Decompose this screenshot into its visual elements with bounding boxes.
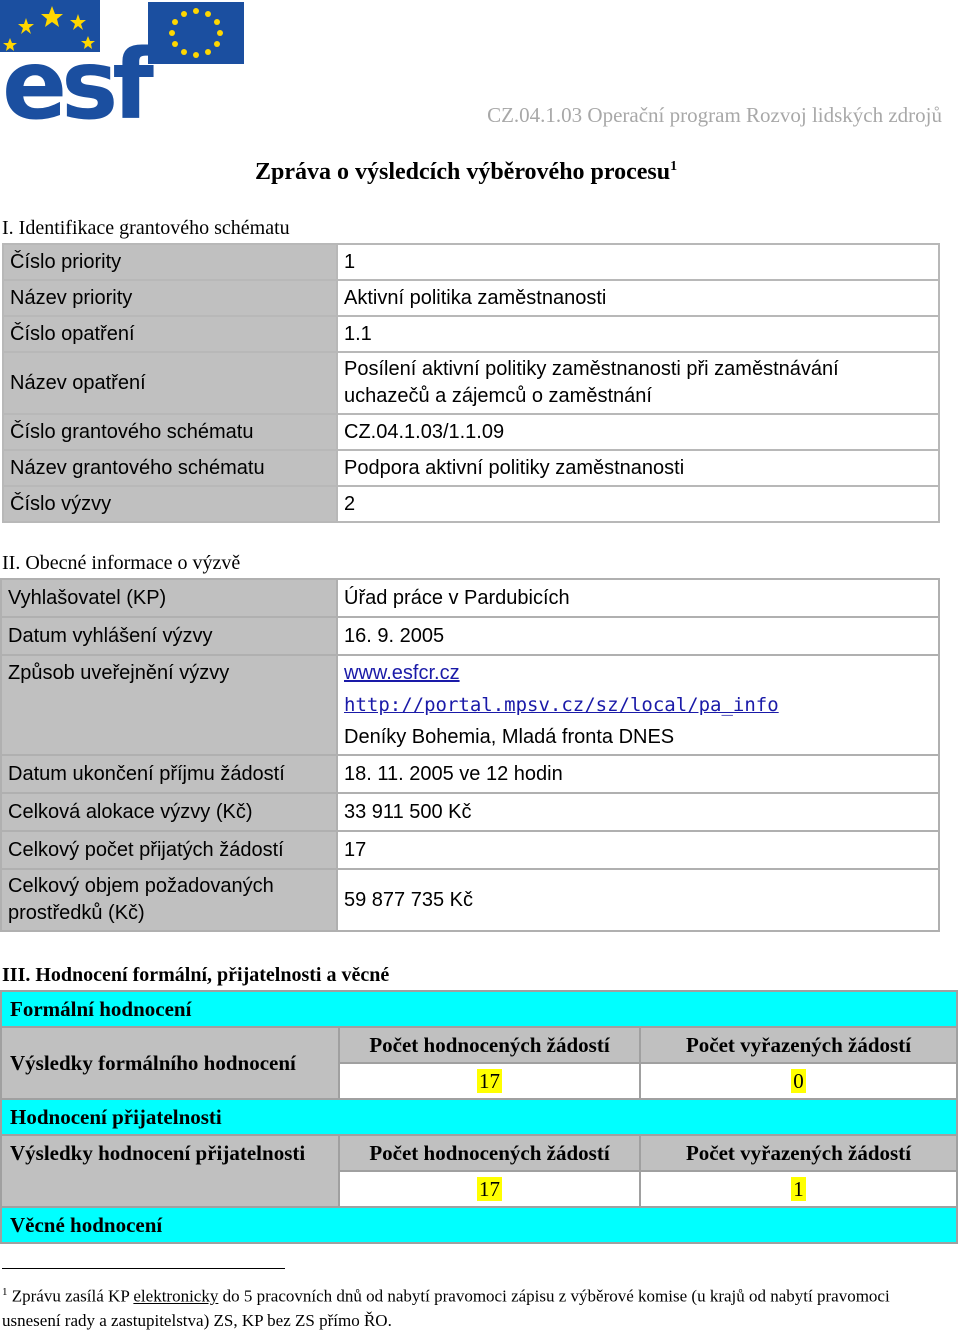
- table-row: [1, 617, 939, 655]
- allocation-label: Celková alokace výzvy (Kč): [1, 793, 337, 831]
- acceptability-rejected-cell: [640, 1171, 957, 1207]
- priority-number-value: 1: [337, 244, 939, 280]
- formal-rejected-value: 0: [793, 1068, 804, 1093]
- table-row: [3, 316, 939, 352]
- table-row: [1, 1099, 957, 1135]
- allocation-value: 33 911 500 Kč: [337, 793, 939, 831]
- call-number-value: 2: [337, 486, 939, 522]
- table-row: [1, 1207, 957, 1243]
- table-row: [1, 579, 939, 617]
- requested-value: 59 877 735 Kč: [337, 869, 939, 931]
- table-row: [1, 655, 939, 755]
- formal-rejected-cell: [640, 1063, 957, 1099]
- table-row: [3, 450, 939, 486]
- footnote-marker: 1: [2, 1286, 8, 1298]
- section2-table: [0, 578, 940, 932]
- acceptability-eval-title: Hodnocení přijatelnosti: [1, 1099, 957, 1135]
- formal-evaluated-header: Počet hodnocených žádostí: [339, 1027, 640, 1063]
- acceptability-rejected-header: Počet vyřazených žádostí: [640, 1135, 957, 1171]
- footnote: [2, 1280, 952, 1333]
- table-row: [1, 755, 939, 793]
- announcer-label: Vyhlašovatel (KP): [1, 579, 337, 617]
- table-row: [3, 352, 939, 414]
- scheme-number-label: Číslo grantového schématu: [3, 414, 337, 450]
- received-label: Celkový počet přijatých žádostí: [1, 831, 337, 869]
- formal-evaluated-value: 17: [479, 1068, 500, 1093]
- end-date-label: Datum ukončení příjmu žádostí: [1, 755, 337, 793]
- call-number-label: Číslo výzvy: [3, 486, 337, 522]
- footnote-text-1: Zprávu zasílá KP: [11, 1286, 130, 1306]
- section1-heading: I. Identifikace grantového schématu: [2, 217, 290, 239]
- priority-name-value: Aktivní politika zaměstnanosti: [337, 280, 939, 316]
- publication-value: [337, 655, 939, 755]
- footnote-link-electronically[interactable]: elektronicky: [133, 1286, 219, 1306]
- scheme-number-value: CZ.04.1.03/1.1.09: [337, 414, 939, 450]
- table-row: [1, 869, 939, 931]
- measure-name-value: Posílení aktivní politiky zaměstnanosti při zaměstnávání uchazečů a zájemců o zaměstnání: [337, 352, 939, 414]
- announce-date-label: Datum vyhlášení výzvy: [1, 617, 337, 655]
- requested-label: Celkový objem požadovaných prostředků (Kč): [1, 869, 337, 931]
- mpsv-portal-link[interactable]: http://portal.mpsv.cz/sz/local/pa_info: [344, 694, 779, 716]
- formal-eval-title: Formální hodnocení: [1, 991, 957, 1027]
- acceptability-evaluated-header: Počet hodnocených žádostí: [339, 1135, 640, 1171]
- publication-link2-wrap: [344, 689, 932, 721]
- formal-results-label: Výsledky formálního hodnocení: [1, 1027, 339, 1099]
- formal-evaluated-cell: [339, 1063, 640, 1099]
- scheme-name-label: Název grantového schématu: [3, 450, 337, 486]
- priority-name-label: Název priority: [3, 280, 337, 316]
- announce-date-value: 16. 9. 2005: [337, 617, 939, 655]
- measure-number-value: 1.1: [337, 316, 939, 352]
- acceptability-evaluated-value: 17: [479, 1176, 500, 1201]
- received-value: 17: [337, 831, 939, 869]
- acceptability-results-label: Výsledky hodnocení přijatelnosti: [1, 1135, 339, 1207]
- section3-heading: III. Hodnocení formální, přijatelnosti a věcné: [2, 964, 390, 986]
- priority-number-label: Číslo priority: [3, 244, 337, 280]
- footnote-divider: [2, 1268, 285, 1269]
- section2-heading: II. Obecné informace o výzvě: [2, 552, 241, 574]
- publication-newspapers: Deníky Bohemia, Mladá fronta DNES: [344, 726, 675, 748]
- publication-label: Způsob uveřejnění výzvy: [1, 655, 337, 755]
- announcer-value: Úřad práce v Pardubicích: [337, 579, 939, 617]
- page-title: [255, 159, 677, 186]
- measure-number-label: Číslo opatření: [3, 316, 337, 352]
- table-row: [3, 486, 939, 522]
- svg-text:esf: esf: [2, 29, 149, 128]
- acceptability-rejected-value: 1: [793, 1176, 804, 1201]
- table-row: [3, 280, 939, 316]
- section1-table: [2, 243, 940, 523]
- table-row: [1, 1135, 957, 1171]
- page-title-text: Zpráva o výsledcích výběrového procesu: [255, 159, 671, 185]
- program-name: CZ.04.1.03 Operační program Rozvoj lidských zdrojů: [487, 103, 942, 127]
- formal-rejected-header: Počet vyřazených žádostí: [640, 1027, 957, 1063]
- table-row: [1, 831, 939, 869]
- table-row: [3, 414, 939, 450]
- table-row: [1, 793, 939, 831]
- measure-name-label: Název opatření: [3, 352, 337, 414]
- section3-table: [0, 990, 958, 1244]
- footnote-text-2: do 5 pracovních dnů od nabytí pravomoci zápisu z výběrové komise (u krajů od nabytí pravomoci usnesení rady a zastupitelstva) ZS, KP bez ZS přímo ŘO.: [2, 1286, 890, 1330]
- table-row: [1, 1027, 957, 1063]
- title-footnote-marker: 1: [670, 159, 678, 174]
- esfcr-link[interactable]: www.esfcr.cz: [344, 662, 460, 684]
- publication-link-wrap: [344, 657, 932, 689]
- factual-eval-title: Věcné hodnocení: [1, 1207, 957, 1243]
- acceptability-evaluated-cell: [339, 1171, 640, 1207]
- table-row: [1, 991, 957, 1027]
- scheme-name-value: Podpora aktivní politiky zaměstnanosti: [337, 450, 939, 486]
- end-date-value: 18. 11. 2005 ve 12 hodin: [337, 755, 939, 793]
- table-row: [3, 244, 939, 280]
